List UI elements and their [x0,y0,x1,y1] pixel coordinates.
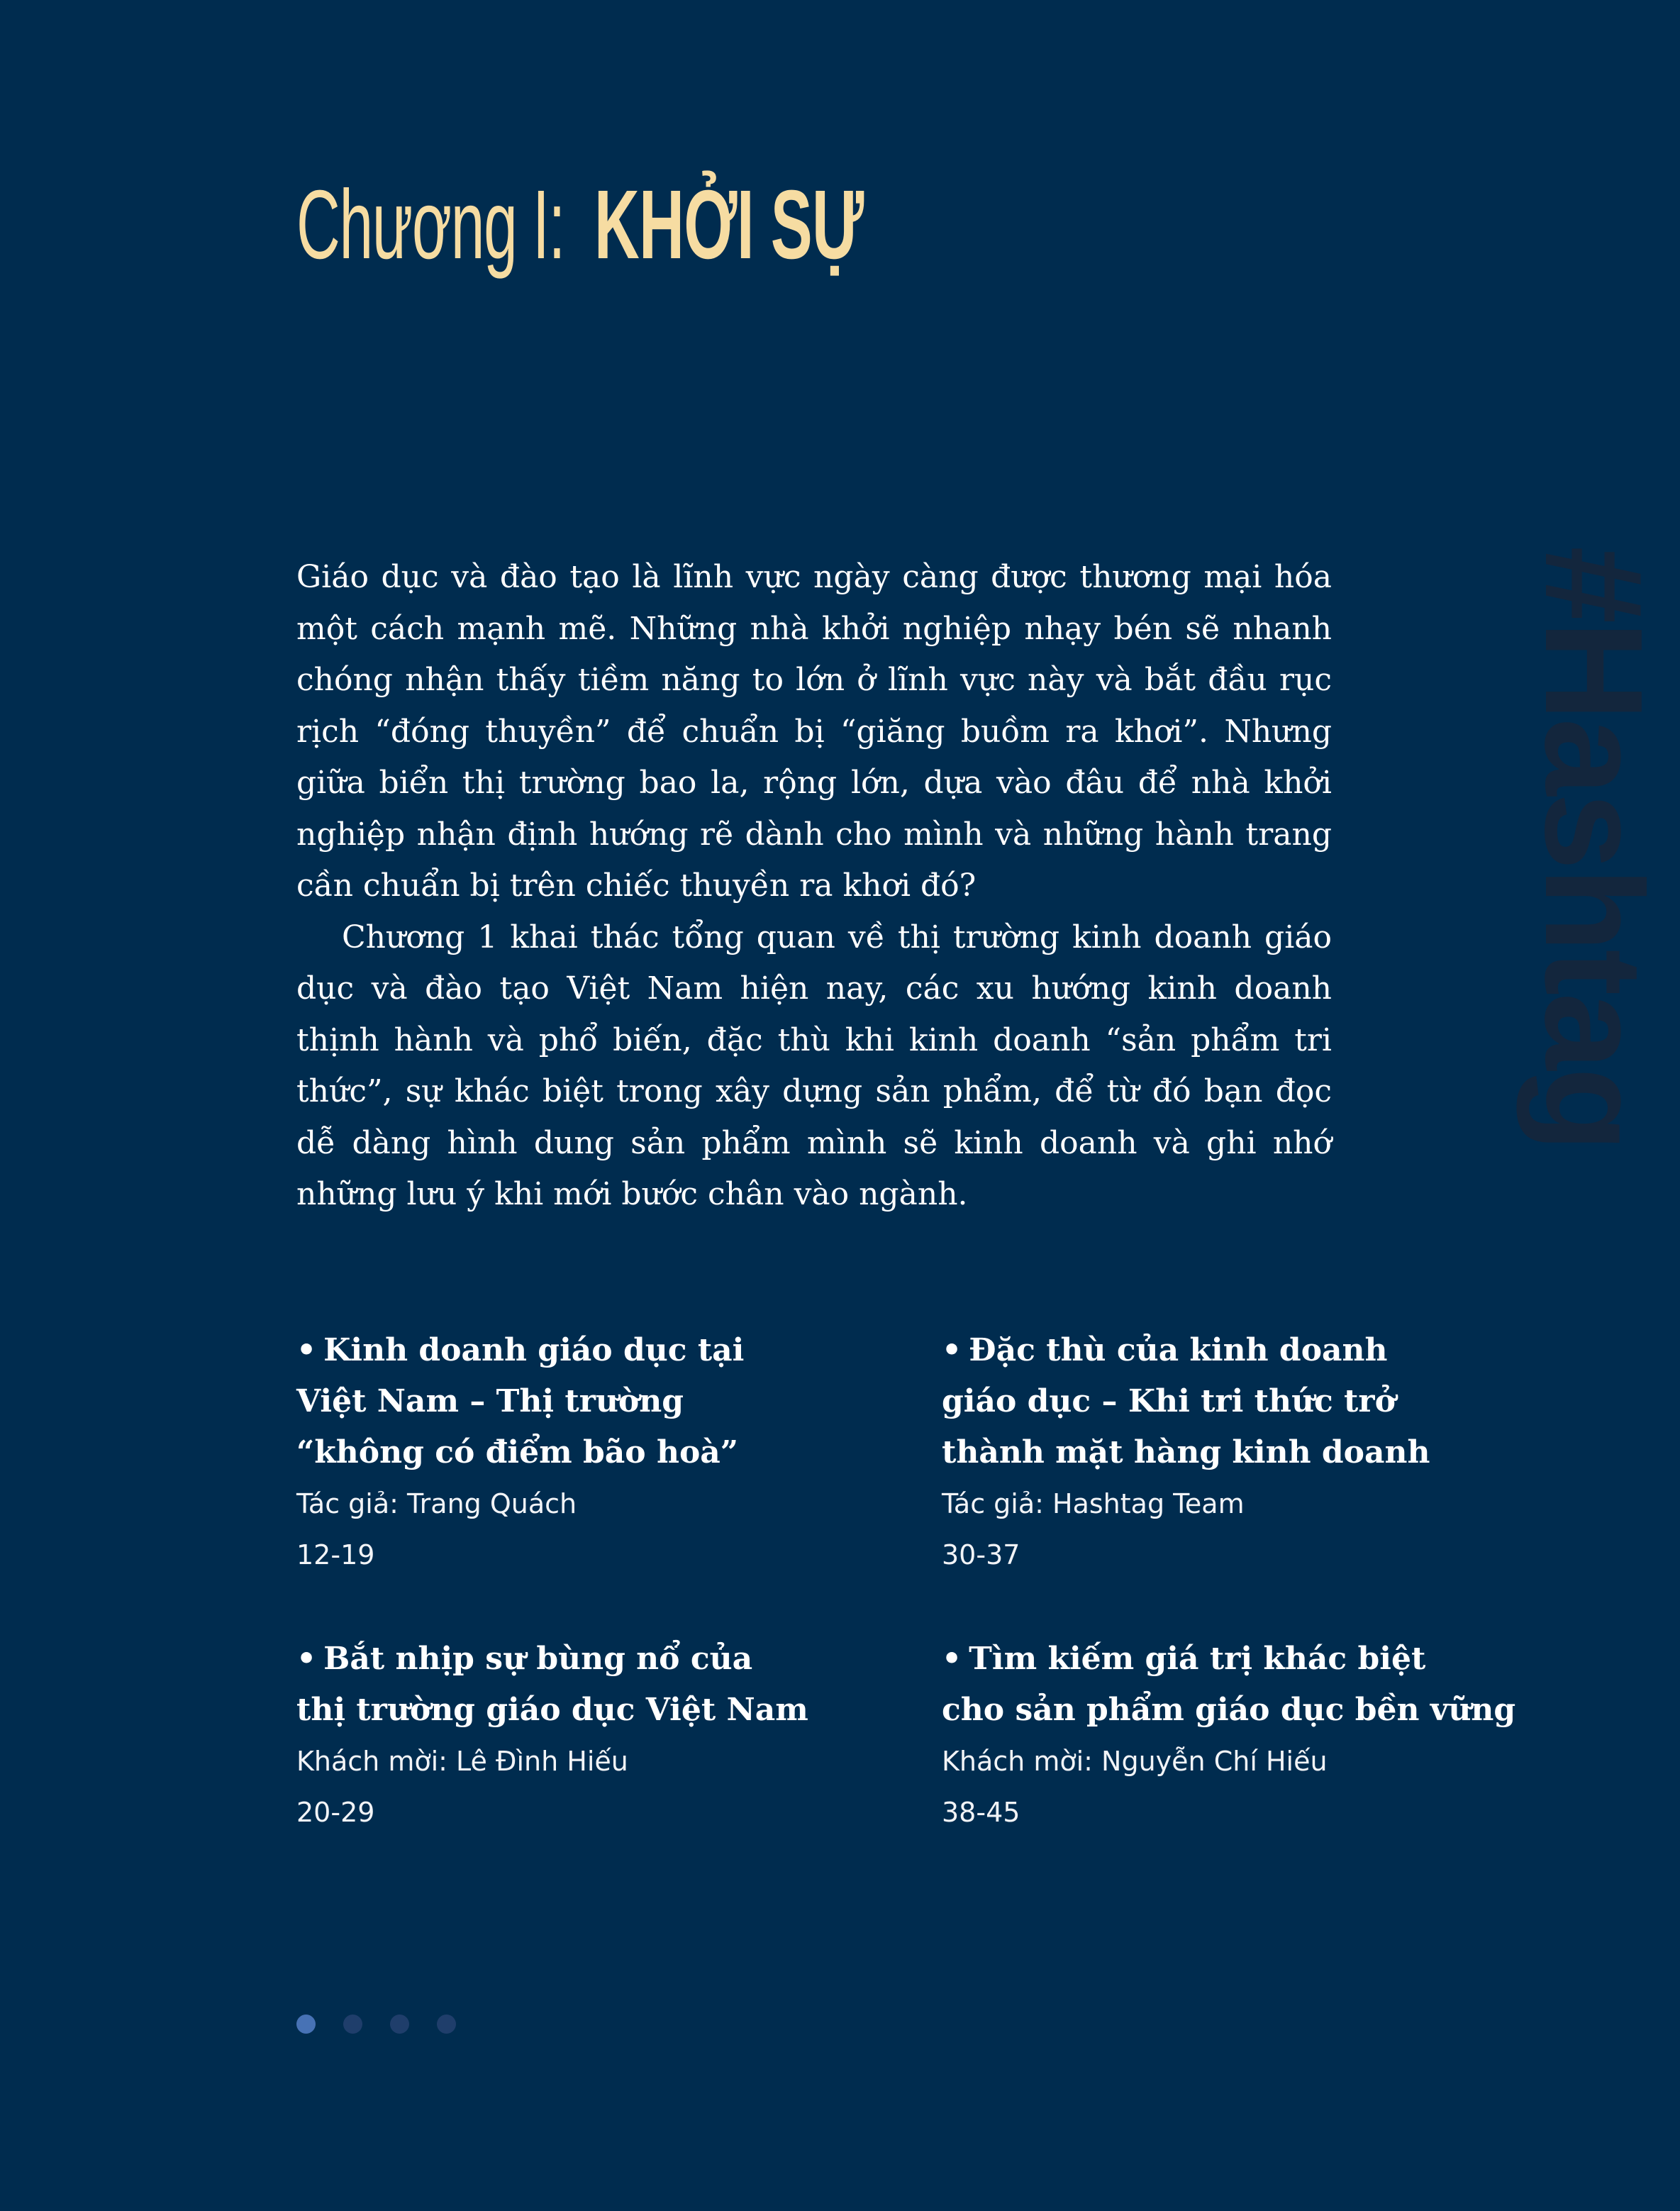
article-title-line: cho sản phẩm giáo dục bền vững [942,1692,1516,1728]
article-title[interactable] [942,1634,1523,1736]
article-title-line: “không có điểm bão hoà” [296,1434,739,1470]
article-title[interactable] [942,1325,1523,1478]
article-pages: 20-29 [296,1797,375,1828]
bullet-icon: • [942,1332,962,1368]
article-title-line: thành mặt hàng kinh doanh [942,1434,1430,1470]
article-title[interactable] [296,1634,878,1736]
article-byline: Khách mời: Lê Đình Hiếu [296,1746,628,1777]
article-title-line: giáo dục – Khi tri thức trở [942,1383,1396,1419]
article-title[interactable] [296,1325,878,1478]
article-title-line: Tìm kiếm giá trị khác biệt [969,1641,1426,1677]
intro-text [296,552,1332,1221]
article-title-line: Đặc thù của kinh doanh [969,1332,1388,1368]
article-item-2[interactable] [942,1325,1523,1580]
pagination-dot-4[interactable] [437,2015,456,2034]
chapter-prefix: Chương I: [296,170,565,279]
pagination-dot-1[interactable] [296,2015,316,2034]
article-title-line: Bắt nhịp sự bùng nổ của [323,1641,753,1677]
article-byline: Tác giả: Trang Quách [296,1488,577,1519]
pagination-dot-3[interactable] [390,2015,409,2034]
hashtag-watermark: #Hashtag [1516,546,1671,1150]
article-pages: 30-37 [942,1539,1020,1570]
article-item-1[interactable] [296,1325,878,1580]
article-title-line: Kinh doanh giáo dục tại [323,1332,745,1368]
article-byline: Tác giả: Hashtag Team [942,1488,1245,1519]
pagination-dots [296,2015,456,2034]
intro-paragraph-1: Giáo dục và đào tạo là lĩnh vực ngày càng được thương mại hóa một cách mạnh mẽ. Những nhà khởi nghiệp nhạy bén sẽ nhanh chóng nhận thấy tiềm năng to lớn ở lĩnh vực này và bắt đầu rục rịch “đóng thuyền” để chuẩn bị “giăng buồm ra khơi”. Nhưng giữa biển thị trường bao la, rộng lớn, dựa vào đâu để nhà khởi nghiệp nhận định hướng rẽ dành cho mình và những hành trang cần chuẩn bị trên chiếc thuyền ra khơi đó? [296,559,1332,904]
chapter-title [296,169,1015,311]
article-item-4[interactable] [942,1634,1523,1838]
article-pages: 38-45 [942,1797,1020,1828]
article-item-3[interactable] [296,1634,878,1838]
bullet-icon: • [296,1332,317,1368]
bullet-icon: • [942,1641,962,1677]
article-byline: Khách mời: Nguyễn Chí Hiếu [942,1746,1328,1777]
article-pages: 12-19 [296,1539,375,1570]
pagination-dot-2[interactable] [343,2015,362,2034]
intro-paragraph-2: Chương 1 khai thác tổng quan về thị trường kinh doanh giáo dục và đào tạo Việt Nam hiện nay, các xu hướng kinh doanh thịnh hành và phổ biến, đặc thù khi kinh doanh “sản phẩm tri thức”, sự khác biệt trong xây dựng sản phẩm, để từ đó bạn đọc dễ dàng hình dung sản phẩm mình sẽ kinh doanh và ghi nhớ những lưu ý khi mới bước chân vào ngành. [296,919,1332,1212]
article-title-line: Việt Nam – Thị trường [296,1383,684,1419]
bullet-icon: • [296,1641,317,1677]
chapter-name: KHỞI SỰ [594,170,864,279]
article-title-line: thị trường giáo dục Việt Nam [296,1692,808,1728]
